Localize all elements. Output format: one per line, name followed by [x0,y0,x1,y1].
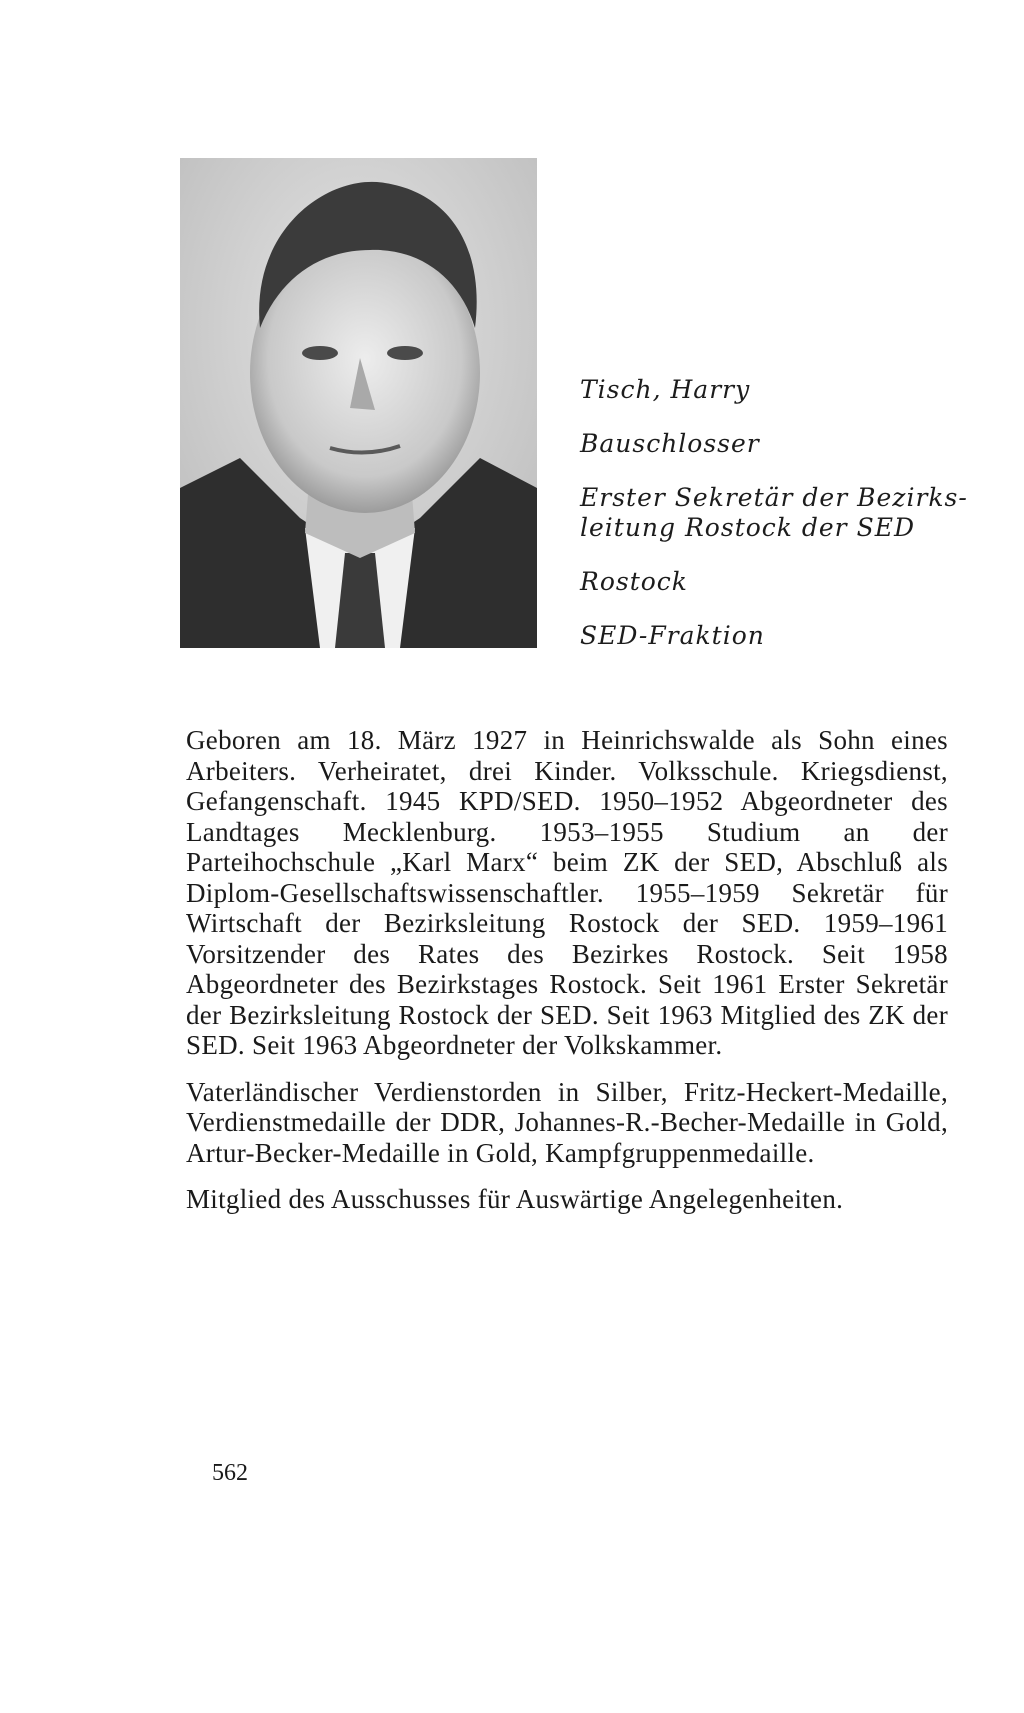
person-faction: SED-Fraktion [580,621,765,650]
biography-text [186,725,948,1231]
person-profession: Bauschlosser [580,429,760,458]
person-position: Erster Sekretär der Bezirks- leitung Rostock der SED [580,483,968,542]
portrait-photo [180,158,537,648]
person-constituency: Rostock [580,567,688,596]
person-caption [580,375,980,675]
biography-paragraph: Geboren am 18. März 1927 in Heinrichswalde als Sohn eines Arbeiters. Verheiratet, drei Kinder. Volksschule. Kriegsdienst, Gefangenschaft. 1945 KPD/SED. 1950–1952 Abgeordneter des Landtages Mecklenburg. 1953–1955 Studium an der Parteihochschule „Karl Marx“ beim ZK der SED, Abschluß als Diplom-Gesellschaftswissenschaftler. 1955–1959 Sekretär für Wirtschaft der Bezirksleitung Rostock der SED. 1959–1961 Vorsitzender des Rates des Bezirkes Rostock. Seit 1958 Abgeordneter des Bezirkstages Rostock. Seit 1961 Erster Sekretär der Bezirksleitung Rostock der SED. Seit 1963 Mitglied des ZK der SED. Seit 1963 Abgeordneter der Volkskammer. [186,725,948,1060]
awards-paragraph: Vaterländischer Verdienstorden in Silber, Fritz-Heckert-Medaille, Verdienstmedaille der DDR, Johannes-R.-Becher-Medaille in Gold, Artur-Becker-Medaille in Gold, Kampfgruppenmedaille. [186,1076,948,1168]
committee-paragraph: Mitglied des Ausschusses für Auswärtige Angelegenheiten. [186,1184,844,1214]
person-name: Tisch, Harry [580,375,751,404]
page-number: 562 [212,1460,248,1486]
